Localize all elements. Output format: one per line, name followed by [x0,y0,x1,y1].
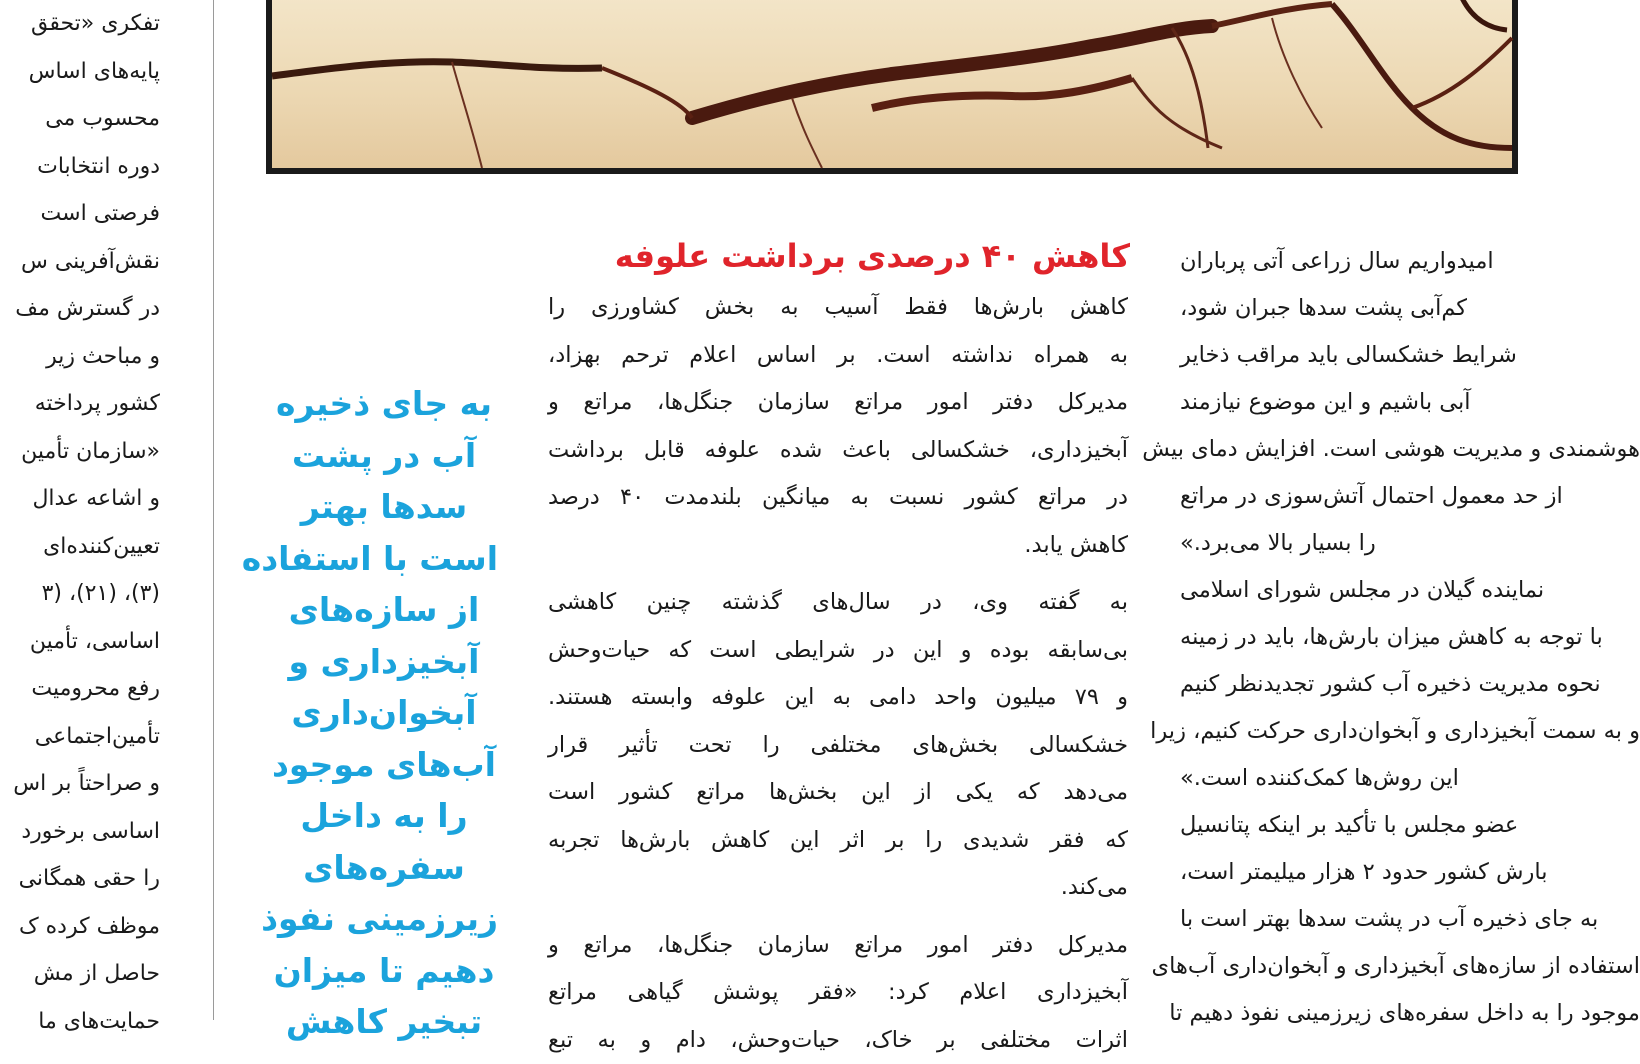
right-column-line: آبی باشیم و این موضوع نیازمند [1180,379,1640,426]
left-column-line: را حقی همگانی [0,855,160,903]
left-column-line: تفکری «تحقق [0,0,160,48]
right-column-line: موجود را به داخل سفره‌های زیرزمینی نفوذ دهیم تا [1180,990,1640,1037]
article-line: مدیرکل دفتر امور مراتع سازمان جنگل‌ها، مراتع و [548,379,1128,427]
pull-quote-line: دهیم تا میزان [270,945,498,997]
left-column-line: رفع محرومیت [0,665,160,713]
article-line: خشکسالی بخش‌های مختلفی را تحت تأثیر قرار [548,722,1128,770]
pull-quote-line: زیرزمینی نفوذ [270,893,498,945]
left-column-line: و صراحتاً بر اس [0,760,160,808]
article-line: کاهش بارش‌ها فقط آسیب به بخش کشاورزی را [548,284,1128,332]
right-column-line: را بسیار بالا می‌برد.» [1180,520,1640,567]
article-line: کاهش یابد. [548,522,1128,570]
pull-quote-line: آب‌های موجود [270,739,498,791]
pull-quote-line: آبخوان‌داری [270,687,498,739]
column-divider [213,0,214,1020]
left-column-line: حاصل از مش [0,950,160,998]
article-headline: کاهش ۴۰ درصدی برداشت علوفه [600,230,1130,282]
right-column-line: شرایط خشکسالی باید مراقب ذخایر [1180,332,1640,379]
pull-quote-line: تبخیر کاهش [270,996,498,1048]
right-text-column [1176,238,1500,1020]
right-column-line: بارش کشور حدود ۲ هزار میلیمتر است، [1180,849,1640,896]
left-column-line: نقش‌آفرینی س [0,238,160,286]
left-column-line: محسوب می [0,95,160,143]
pull-quote-line: آب در پشت [270,430,498,482]
right-column-line: نحوه مدیریت ذخیره آب کشور تجدیدنظر کنیم [1180,661,1640,708]
left-column-line: دوره انتخابات [0,143,160,191]
left-column-line: (۳)، (۲۱)، (۳ [0,570,160,618]
pull-quote-line: را به داخل [270,790,498,842]
right-column-line: استفاده از سازه‌های آبخیزداری و آبخوان‌داری آب‌های [1180,943,1640,990]
right-column-line: هوشمندی و مدیریت هوشی است. افزایش دمای بیش [1180,426,1640,473]
left-column-line: حمایت‌های ما [0,998,160,1046]
pull-quote-line: به جای ذخیره [270,378,498,430]
left-column-line: تأمین‌اجتماعی [0,713,160,761]
pull-quote-line: آبخیزداری و [270,636,498,688]
left-column-line: و اشاعه عدال [0,475,160,523]
article-line: اثرات مختلفی بر خاک، حیات‌وحش، دام و به تبع [548,1017,1128,1064]
right-column-line: نماینده گیلان در مجلس شورای اسلامی [1180,567,1640,614]
right-column-line: به جای ذخیره آب در پشت سدها بهتر است با [1180,896,1640,943]
article-line: آبخیزداری، خشکسالی باعث شده علوفه قابل برداشت [548,427,1128,475]
article-line: بی‌سابقه بوده و این در شرایطی است که حیات‌وحش [548,627,1128,675]
article-line: مدیرکل دفتر امور مراتع سازمان جنگل‌ها، مراتع و [548,922,1128,970]
article-line: می‌کند. [548,864,1128,912]
right-column-line: از حد معمول احتمال آتش‌سوزی در مراتع [1180,473,1640,520]
article-line: در مراتع کشور نسبت به میانگین بلندمدت ۴۰ درصد [548,474,1128,522]
cracked-earth-photo [266,0,1518,174]
left-column-line: در گسترش مف [0,285,160,333]
article-line: و ۷۹ میلیون واحد دامی به این علوفه وابسته هستند. [548,674,1128,722]
article-line: آبخیزداری اعلام کرد: «فقر پوشش گیاهی مراتع [548,969,1128,1017]
pull-quote-line: از سازه‌های [270,584,498,636]
left-column-line: اساسی، تأمین [0,618,160,666]
right-column-line: عضو مجلس با تأکید بر اینکه پتانسیل [1180,802,1640,849]
pull-quote-line: سفره‌های [270,842,498,894]
article-line: به گفته وی، در سال‌های گذشته چنین کاهشی [548,579,1128,627]
left-column-line: اساسی برخورد [0,808,160,856]
right-column-line: امیدواریم سال زراعی آتی پرباران [1180,238,1640,285]
right-column-line: و به سمت آبخیزداری و آبخوان‌داری حرکت کنیم، زیرا [1180,708,1640,755]
pull-quote-line: است با استفاده [270,533,498,585]
right-column-line: این روش‌ها کمک‌کننده است.» [1180,755,1640,802]
article-line: که فقر شدیدی را بر اثر این کاهش بارش‌ها تجربه [548,817,1128,865]
left-column-line: و مباحث زیر [0,333,160,381]
pull-quote-line: سدها بهتر [270,481,498,533]
article-line: می‌دهد که یکی از این بخش‌ها مراتع کشور است [548,769,1128,817]
left-text-column [0,0,160,1020]
left-column-line: موظف کرده ک [0,903,160,951]
right-column-line: کم‌آبی پشت سدها جبران شود، [1180,285,1640,332]
left-column-line: تعیین‌کننده‌ای [0,523,160,571]
left-column-line: «سازمان تأمین [0,428,160,476]
right-column-line: با توجه به کاهش میزان بارش‌ها، باید در زمینه [1180,614,1640,661]
article-body [548,284,1128,1020]
left-column-line: فرصتی است [0,190,160,238]
left-column-line: کشور پرداخته [0,380,160,428]
article-line: به همراه نداشته است. بر اساس اعلام ترحم بهزاد، [548,332,1128,380]
left-column-line: پایه‌های اساس [0,48,160,96]
pull-quote [270,378,498,1020]
